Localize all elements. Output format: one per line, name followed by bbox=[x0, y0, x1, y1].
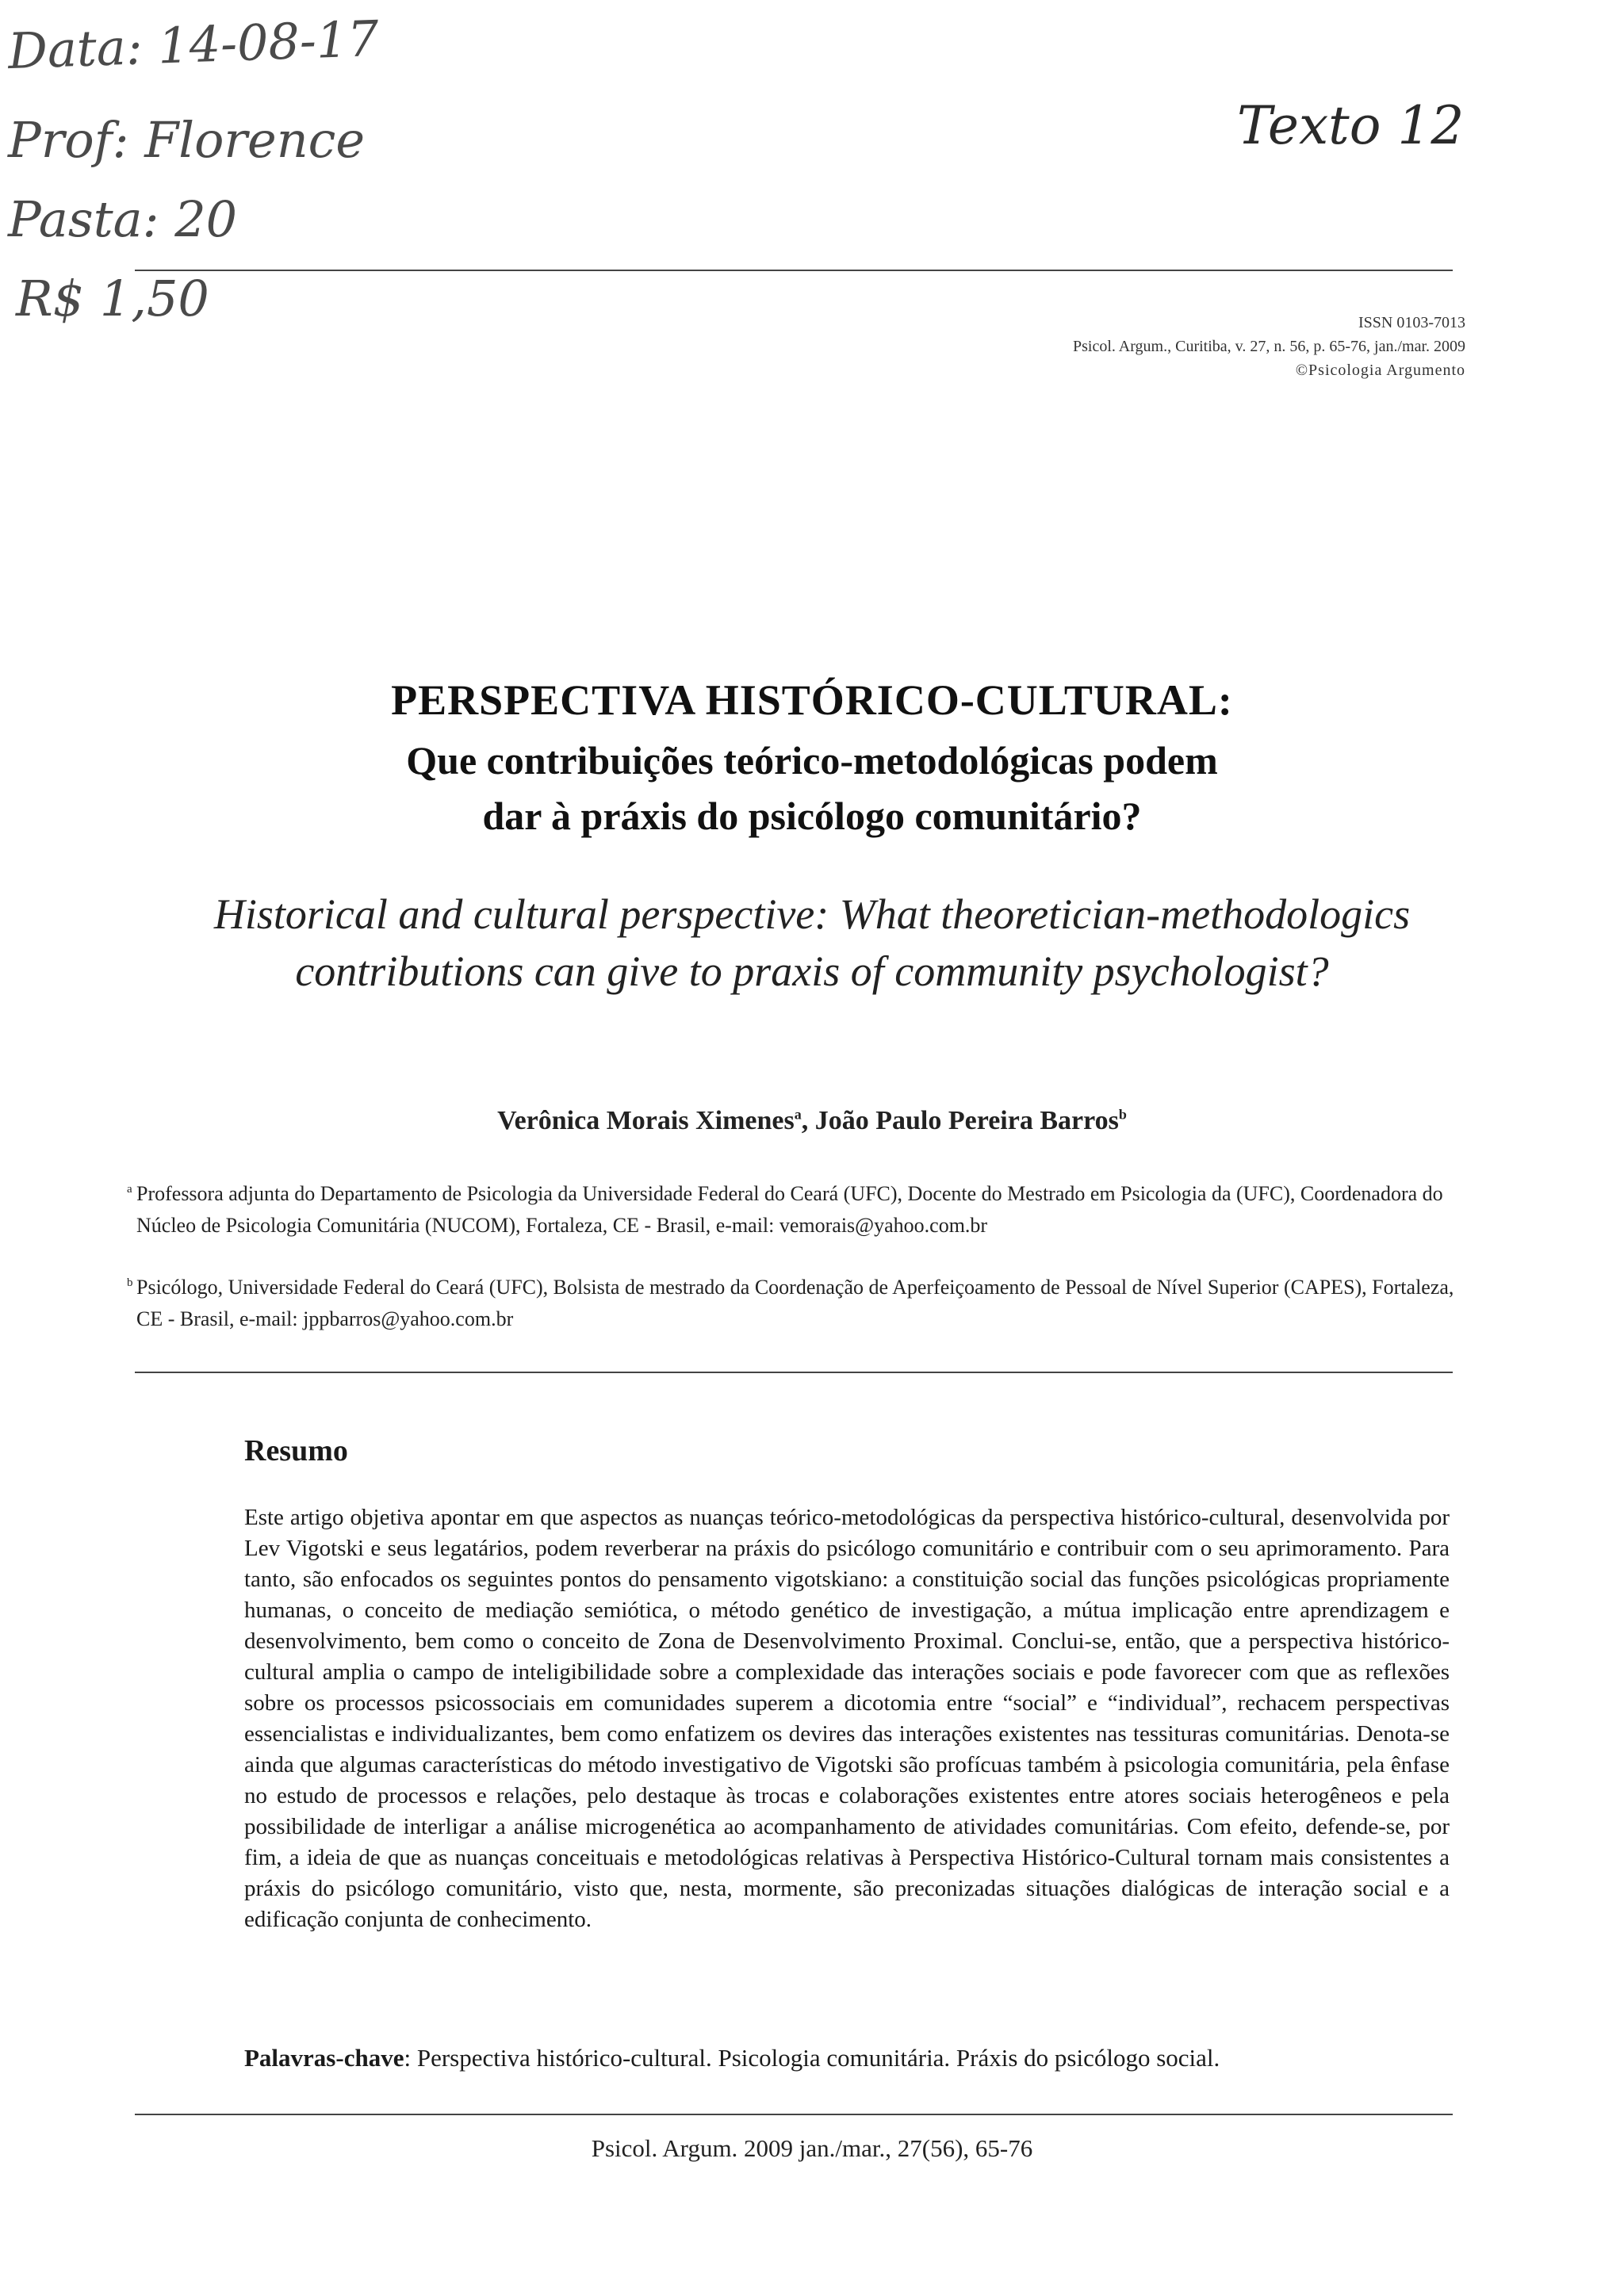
abstract-heading: Resumo bbox=[244, 1434, 348, 1468]
english-title-line-1: Historical and cultural perspective: What theoretician-methodologics bbox=[213, 890, 1411, 938]
english-title-line-2: contributions can give to praxis of community psychologist? bbox=[295, 947, 1329, 995]
keywords-label: Palavras-chave bbox=[244, 2044, 404, 2072]
title-line-2: Que contribuições teórico-metodológicas podem bbox=[406, 738, 1218, 783]
affiliation-b bbox=[127, 1272, 1459, 1335]
page-footer-citation: Psicol. Argum. 2009 jan./mar., 27(56), 65-76 bbox=[591, 2134, 1033, 2162]
affiliation-mark: b bbox=[127, 1276, 133, 1289]
handwritten-text-label: Texto 12 bbox=[1237, 95, 1465, 156]
abstract-body: Este artigo objetiva apontar em que aspectos as nuanças teórico-metodológicas da perspectiva histórico-cultural, desenvolvida por Lev Vigotski e seus legatários, podem reverberar na práxis do psicólogo comunitário e contribuir com o seu aprimoramento. Para tanto, são enfocados os seguintes pontos do pensamento vigotskiano: a constituição social das funções psicológicas propriamente humanas, o conceito de mediação semiótica, o método genético de investigação, a mútua implicação entre aprendizagem e desenvolvimento, bem como o conceito de Zona de Desenvolvimento Proximal. Conclui-se, então, que a perspectiva histórico-cultural amplia o campo de inteligibilidade sobre a complexidade das interações sociais e pode favorecer com que as reflexões sobre os processos psicossociais em comunidades superem a dicotomia entre “social” e “individual”, rechacem perspectivas essencialistas e individualizantes, bem como enfatizem os devires das interações existentes nas tessituras comunitárias. Denota-se ainda que algumas características do método investigativo de Vigotski são profícuas também à psicologia comunitária, pela ênfase no estudo de processos e relações, pelo destaque às trocas e colaborações existentes entre atores sociais heterogêneos e pela possibilidade de interligar a análise microgenética ao acompanhamento de atividades comunitárias. Com efeito, defende-se, por fim, a ideia de que as nuanças conceituais e metodológicas relativas à Perspectiva Histórico-Cultural tornam mais consistentes a práxis do psicólogo comunitário, visto que, nesta, mormente, são preconizadas situações dialógicas de interação social e a edificação conjunta de conhecimento. bbox=[244, 1505, 1450, 1932]
section-divider bbox=[135, 1372, 1453, 1373]
keywords bbox=[244, 2044, 1450, 2072]
handwritten-date: Data: 14-08-17 bbox=[6, 9, 380, 81]
author-name: João Paulo Pereira Barros bbox=[814, 1106, 1119, 1135]
affiliation-text: Professora adjunta do Departamento de Psicologia da Universidade Federal do Ceará (UFC), Docente do Mestrado em Psicologia da (UFC), Coordenadora do Núcleo de Psicologia Comunitária (NUCOM), Fortaleza, CE - Brasil, e-mail: vemorais@yahoo.com.br bbox=[136, 1182, 1443, 1237]
keywords-separator: : bbox=[404, 2044, 417, 2072]
affiliation-text: Psicólogo, Universidade Federal do Ceará (UFC), Bolsista de mestrado da Coordenação de Aperfeiçoamento de Pessoal de Nível Superior (CAPES), Fortaleza, CE - Brasil, e-mail: jppbarros@yahoo.com.br bbox=[136, 1276, 1454, 1330]
top-divider bbox=[135, 270, 1453, 271]
handwritten-professor: Prof: Florence bbox=[8, 111, 366, 169]
journal-copyright: ©Psicologia Argumento bbox=[1295, 362, 1465, 379]
affiliation-mark: a bbox=[127, 1183, 132, 1196]
footer-divider bbox=[135, 2114, 1453, 2115]
journal-citation: Psicol. Argum., Curitiba, v. 27, n. 56, p. 65-76, jan./mar. 2009 bbox=[1073, 338, 1465, 355]
handwritten-folder: Pasta: 20 bbox=[8, 190, 238, 248]
author-list bbox=[0, 1106, 1624, 1136]
title-line-3: dar à práxis do psicólogo comunitário? bbox=[482, 794, 1142, 838]
affiliation-a bbox=[127, 1178, 1459, 1242]
title-line-1: PERSPECTIVA HISTÓRICO-CULTURAL: bbox=[391, 676, 1233, 724]
handwritten-price: R$ 1,50 bbox=[16, 270, 209, 327]
keywords-text: Perspectiva histórico-cultural. Psicologia comunitária. Práxis do psicólogo social. bbox=[416, 2044, 1220, 2072]
author-separator: , bbox=[801, 1106, 815, 1135]
journal-issn: ISSN 0103-7013 bbox=[1358, 314, 1465, 331]
author-name: Verônica Morais Ximenes bbox=[497, 1106, 795, 1135]
author-mark: a bbox=[794, 1106, 802, 1123]
author-mark: b bbox=[1118, 1106, 1127, 1123]
